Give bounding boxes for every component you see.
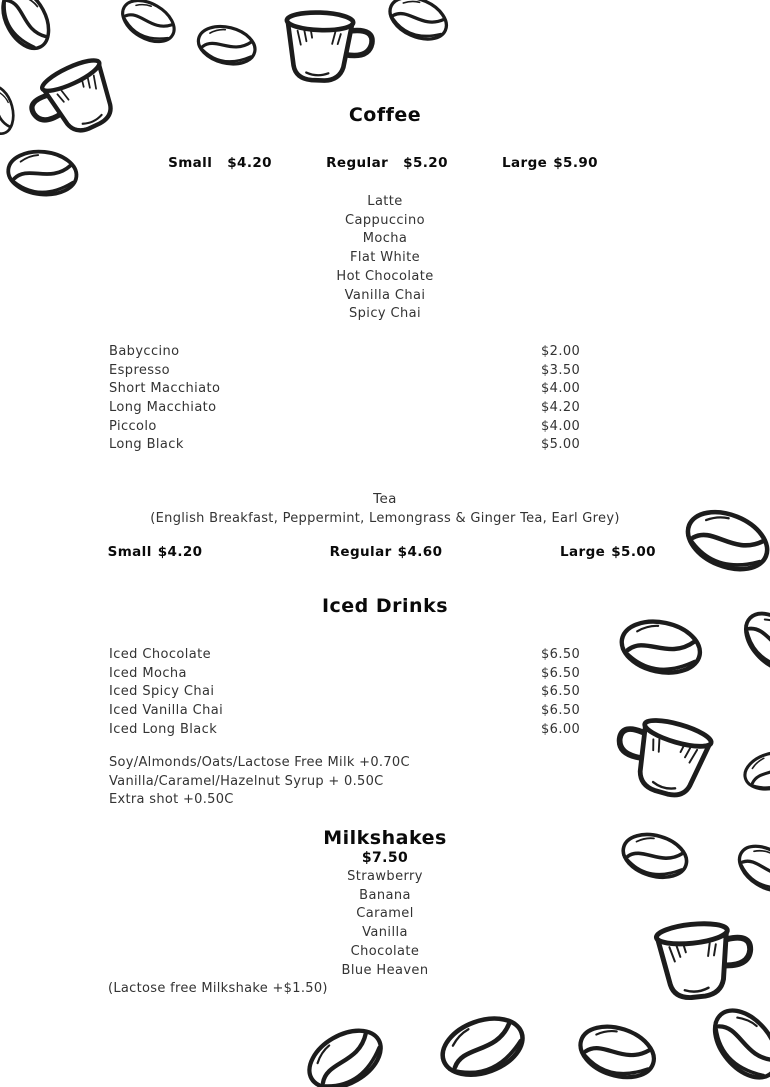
size-price: $5.00	[611, 544, 656, 560]
coffee-bean-icon	[566, 1013, 665, 1087]
tea-size-regular	[330, 544, 443, 560]
coffee-size-small	[168, 155, 272, 171]
item-name: Long Macchiato	[109, 399, 217, 415]
size-label: Small	[168, 155, 213, 171]
tea-varieties: (English Breakfast, Peppermint, Lemongrass & Ginger Tea, Earl Grey)	[150, 511, 620, 526]
coffee-cup-icon	[12, 43, 136, 158]
menu-item-row	[109, 720, 609, 739]
coffee-bean-icon	[737, 743, 770, 804]
milkshake-flavor: Strawberry	[347, 869, 423, 884]
coffee-drinks-list	[0, 193, 770, 324]
tea-size-small	[108, 544, 203, 560]
item-name: Babyccino	[109, 343, 180, 359]
item-price: $4.00	[541, 418, 581, 434]
menu-item-row	[109, 645, 609, 664]
menu-item-row	[109, 417, 609, 436]
item-name: Iced Chocolate	[109, 646, 212, 662]
extras-notes	[109, 754, 410, 810]
coffee-bean-icon	[294, 1013, 401, 1087]
item-price: $6.50	[541, 665, 581, 681]
milkshake-flavor: Chocolate	[350, 943, 420, 959]
size-label: Large	[502, 155, 548, 171]
item-price: $6.50	[541, 646, 581, 662]
item-name: Piccolo	[109, 418, 157, 434]
item-price: $4.20	[541, 399, 581, 415]
iced-drinks-section-title: Iced Drinks	[321, 595, 449, 617]
item-name: Iced Spicy Chai	[109, 684, 215, 700]
item-price: $6.50	[541, 702, 581, 718]
tea-section-title: Tea	[373, 491, 397, 507]
coffee-drink-item: Vanilla Chai	[344, 287, 426, 303]
coffee-size-regular	[326, 155, 448, 171]
size-price: $4.60	[397, 544, 443, 560]
coffee-cup-icon	[273, 2, 382, 91]
coffee-drink-item: Hot Chocolate	[336, 268, 434, 284]
coffee-bean-icon	[610, 610, 710, 693]
size-price: $5.20	[403, 155, 448, 171]
milkshakes-price: $7.50	[361, 850, 409, 866]
item-name: Iced Vanilla Chai	[109, 702, 224, 718]
coffee-cup-icon	[598, 699, 728, 814]
menu-item-row	[109, 664, 609, 683]
extras-line: Extra shot +0.50C	[109, 792, 234, 808]
size-label: Regular	[326, 155, 389, 171]
item-name: Long Black	[109, 437, 184, 453]
coffee-bean-icon	[189, 17, 263, 79]
menu-item-row	[109, 398, 609, 417]
menu-item-row	[109, 342, 609, 361]
item-price: $6.00	[541, 721, 581, 737]
item-name: Short Macchiato	[109, 381, 221, 397]
item-price: $4.00	[541, 381, 581, 397]
item-price: $2.00	[541, 343, 581, 359]
item-name: Espresso	[109, 362, 170, 378]
size-label: Regular	[329, 544, 392, 560]
milkshake-flavors-list	[0, 868, 770, 980]
size-price: $4.20	[227, 155, 272, 171]
coffee-bean-icon	[690, 993, 770, 1087]
tea-size-large	[560, 544, 656, 560]
extras-line: Vanilla/Caramel/Hazelnut Syrup + 0.50C	[109, 773, 384, 789]
size-label: Large	[560, 544, 606, 560]
menu-item-row	[109, 682, 609, 701]
coffee-section-title: Coffee	[348, 104, 422, 126]
item-price: $3.50	[541, 362, 581, 378]
menu-item-row	[109, 435, 609, 454]
extras-line: Soy/Almonds/Oats/Lactose Free Milk +0.70C	[109, 755, 410, 770]
coffee-bean-icon	[183, 0, 247, 4]
coffee-bean-icon	[429, 1002, 539, 1087]
coffee-drink-item: Latte	[367, 194, 403, 209]
coffee-drink-item: Spicy Chai	[349, 306, 421, 322]
coffee-drink-item: Flat White	[349, 250, 421, 266]
coffee-drink-item: Cappuccino	[345, 212, 425, 228]
milkshake-flavor: Blue Heaven	[341, 962, 429, 978]
menu-item-row	[109, 361, 609, 380]
coffee-size-large	[502, 155, 598, 171]
menu-item-row	[109, 379, 609, 398]
size-price: $5.90	[553, 155, 598, 171]
milkshake-flavor: Banana	[359, 887, 411, 903]
coffee-price-table	[109, 342, 609, 454]
size-price: $4.20	[157, 544, 203, 560]
lactose-free-note: (Lactose free Milkshake +$1.50)	[108, 981, 328, 996]
milkshakes-section-title: Milkshakes	[323, 827, 447, 849]
item-name: Iced Long Black	[109, 721, 218, 737]
coffee-bean-icon	[377, 0, 458, 57]
item-price: $6.50	[541, 684, 581, 700]
coffee-drink-item: Mocha	[362, 231, 408, 247]
item-name: Iced Mocha	[109, 665, 187, 681]
size-label: Small	[107, 544, 152, 560]
milkshake-flavor: Caramel	[356, 906, 414, 922]
coffee-bean-icon	[108, 0, 185, 59]
menu-item-row	[109, 701, 609, 720]
iced-drinks-table	[109, 645, 609, 738]
coffee-bean-icon	[0, 0, 63, 64]
milkshake-flavor: Vanilla	[362, 925, 408, 941]
item-price: $5.00	[541, 437, 581, 453]
